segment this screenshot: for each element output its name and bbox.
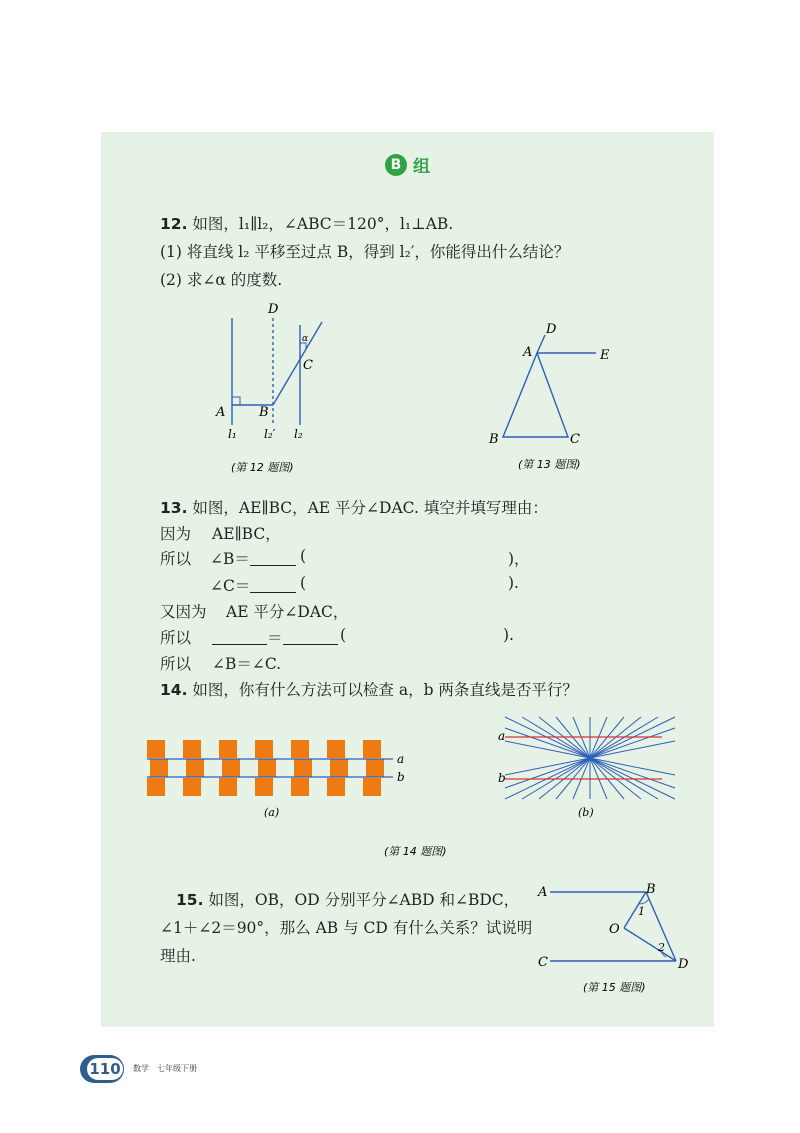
q13-reason-row6: ∠B＝∠C. xyxy=(212,655,282,673)
q13-reason-row2: ∠B＝ xyxy=(210,547,296,569)
q13-row3-open: ( xyxy=(300,574,307,592)
orange-square xyxy=(150,759,168,777)
q13-reason-row2-label: 所以 xyxy=(160,550,192,568)
fig15-caption: (第 15 题图) xyxy=(583,981,646,994)
q13-reason-row3: ∠C＝ xyxy=(210,574,296,596)
fig12-label-l2: l₂ xyxy=(294,427,303,441)
orange-square xyxy=(183,778,201,796)
fig15-label-angle2: 2 xyxy=(658,941,665,954)
q13-row3-close: ). xyxy=(508,574,519,592)
q13-row2-open: ( xyxy=(300,547,307,565)
fig12-label-C: C xyxy=(303,358,313,373)
book-title: 数学 七年级下册 xyxy=(133,1064,197,1073)
q15-line2: ∠1＋∠2＝90°，那么 AB 与 CD 有什么关系？试说明 xyxy=(160,919,533,937)
q13-reason-row6-label: 所以 xyxy=(160,655,192,673)
orange-square xyxy=(363,778,381,796)
figure-14b xyxy=(505,717,675,799)
answer-blank[interactable] xyxy=(250,551,296,566)
orange-square xyxy=(222,759,240,777)
orange-square xyxy=(291,740,309,758)
q13-reason-row4: AE 平分∠DAC， xyxy=(226,603,349,621)
orange-square xyxy=(147,778,165,796)
orange-square xyxy=(294,759,312,777)
orange-square xyxy=(255,740,273,758)
fig12-label-l1: l₁ xyxy=(228,427,237,441)
fig12-label-B: B xyxy=(259,405,269,420)
fig14b-label-a: a xyxy=(498,729,506,743)
q12-line1: 12. 如图，l₁∥l₂，∠ABC＝120°，l₁⊥AB. xyxy=(160,215,454,233)
q13-row5-close: ). xyxy=(503,626,514,644)
figure-13 xyxy=(503,335,596,437)
answer-blank[interactable] xyxy=(250,578,296,593)
orange-square xyxy=(219,778,237,796)
fig15-label-D: D xyxy=(678,957,689,972)
orange-square xyxy=(183,740,201,758)
fig14b-sublabel: (b) xyxy=(578,806,594,819)
orange-square xyxy=(327,778,345,796)
group-label: 组 xyxy=(413,157,430,177)
orange-square xyxy=(330,759,348,777)
fig14b-label-b: b xyxy=(498,771,506,785)
q12-line2: (1) 将直线 l₂ 平移至过点 B，得到 l₂′，你能得出什么结论？ xyxy=(160,243,570,261)
fig15-label-angle1: 1 xyxy=(638,905,645,918)
q15-line1: 15. 如图，OB，OD 分别平分∠ABD 和∠BDC， xyxy=(176,891,520,909)
q13-row2-close: )， xyxy=(508,550,530,568)
fig13-label-B: B xyxy=(489,432,499,447)
q14-line1: 14. 如图，你有什么方法可以检查 a，b 两条直线是否平行？ xyxy=(160,681,578,699)
q12-line3: (2) 求∠α 的度数. xyxy=(160,271,283,289)
fig14a-label-a: a xyxy=(397,752,405,766)
fig15-label-C: C xyxy=(538,955,548,970)
fig12-caption: (第 12 题图) xyxy=(231,461,294,474)
q15-line3: 理由. xyxy=(160,947,196,965)
figure-14a xyxy=(147,740,393,796)
fig13-label-D: D xyxy=(546,322,557,337)
fig15-label-O: O xyxy=(609,922,620,937)
fig15-label-B: B xyxy=(646,882,656,897)
answer-blank[interactable] xyxy=(212,630,267,645)
orange-square xyxy=(219,740,237,758)
orange-square xyxy=(147,740,165,758)
fig13-label-E: E xyxy=(600,348,610,363)
orange-square xyxy=(291,778,309,796)
q13-reason-row5-label: 所以 xyxy=(160,629,192,647)
q13-line1: 13. 如图，AE∥BC，AE 平分∠DAC. 填空并填写理由： xyxy=(160,499,548,517)
answer-blank[interactable] xyxy=(283,630,338,645)
orange-square xyxy=(255,778,273,796)
fig14a-sublabel: (a) xyxy=(264,806,280,819)
fig12-label-A: A xyxy=(216,405,226,420)
fig13-caption: (第 13 题图) xyxy=(518,458,581,471)
orange-square xyxy=(366,759,384,777)
orange-square xyxy=(258,759,276,777)
orange-square xyxy=(186,759,204,777)
fig12-label-alpha: α xyxy=(302,334,309,344)
q13-reason-row1-content: AE∥BC， xyxy=(212,525,281,543)
fig14a-label-b: b xyxy=(397,770,405,784)
fig12-label-D: D xyxy=(268,302,279,317)
fig13-label-C: C xyxy=(570,432,580,447)
q13-row5-open: ( xyxy=(340,626,347,644)
fig12-label-l2prime: l₂′ xyxy=(264,427,276,441)
q13-reason-row1: 因为 xyxy=(160,525,192,543)
q13-reason-row4-label: 又因为 xyxy=(160,603,207,621)
fig13-label-A: A xyxy=(523,345,533,360)
page-number: 110 xyxy=(87,1058,123,1080)
orange-square xyxy=(363,740,381,758)
orange-square xyxy=(327,740,345,758)
fig14-caption: (第 14 题图) xyxy=(384,845,447,858)
fig15-label-A: A xyxy=(538,885,548,900)
q13-reason-row5: ＝ xyxy=(212,626,338,648)
group-badge: B xyxy=(385,154,407,176)
